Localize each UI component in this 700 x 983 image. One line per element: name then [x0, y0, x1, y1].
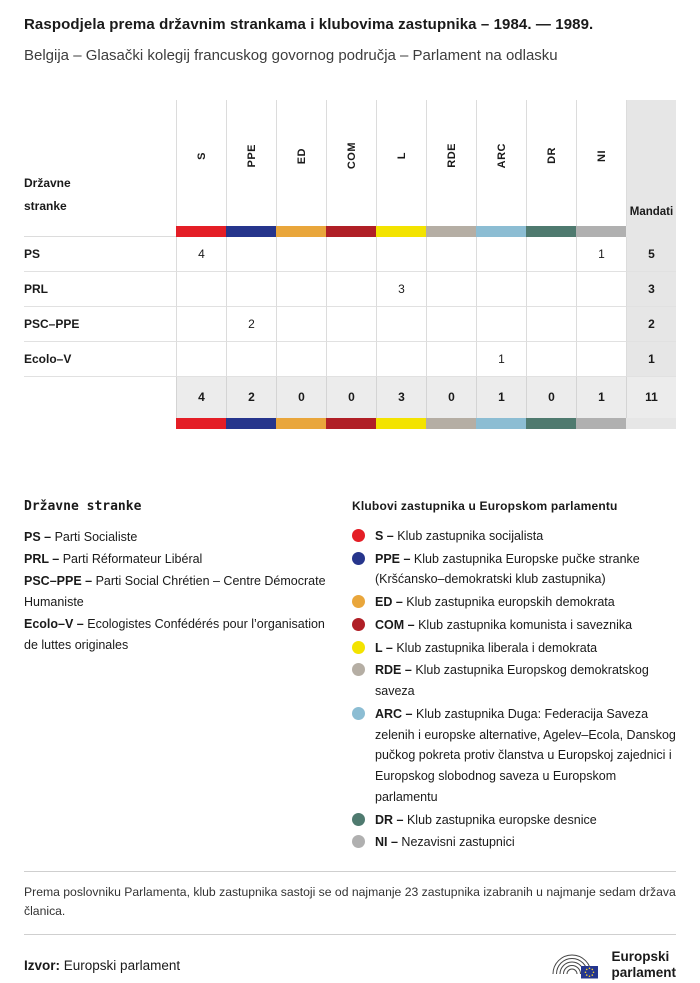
mandati-header-label: Mandati	[629, 205, 674, 218]
color-strip-ppe	[226, 418, 276, 429]
group-color-dot	[352, 641, 365, 654]
color-strip-l	[376, 418, 426, 429]
cell	[326, 342, 376, 377]
cell	[526, 307, 576, 342]
column-header-dr	[526, 100, 576, 226]
column-header-rde	[426, 100, 476, 226]
column-header-label: PPE	[245, 143, 258, 168]
group-name: Klub zastupnika liberala i demokrata	[396, 640, 598, 655]
cell	[576, 307, 626, 342]
group-color-dot	[352, 835, 365, 848]
color-strip-dr	[526, 226, 576, 237]
party-name: Ecologistes Confédérés pour l’organisation de luttes originales	[24, 616, 325, 652]
color-strip-s	[176, 226, 226, 237]
column-header-label: L	[395, 152, 408, 160]
party-name: Parti Socialiste	[54, 529, 138, 544]
page-subtitle: Belgija – Glasački kolegij francuskog govornog područja – Parlament na odlasku	[24, 46, 558, 64]
cell	[326, 307, 376, 342]
cell	[476, 307, 526, 342]
group-name: Klub zastupnika komunista i saveznika	[418, 617, 633, 632]
table-totals-row	[24, 377, 676, 418]
total-cell: 2	[226, 377, 276, 418]
group-abbr: PPE –	[375, 551, 411, 566]
strip-spacer	[24, 418, 176, 429]
color-strip-com	[326, 418, 376, 429]
party-name: Parti Réformateur Libéral	[62, 551, 203, 566]
mandati-cell: 1	[626, 342, 676, 377]
legend-group-text	[375, 704, 676, 808]
legend-groups	[352, 499, 676, 855]
legend-parties-heading: Državne stranke	[24, 498, 142, 514]
column-header-arc	[476, 100, 526, 226]
color-strip-l	[376, 226, 426, 237]
color-strip-rde	[426, 418, 476, 429]
cell	[376, 307, 426, 342]
table-row-ecolo-v	[24, 342, 676, 377]
row-label: Ecolo–V	[24, 342, 176, 377]
group-name: Klub zastupnika socijalista	[397, 528, 544, 543]
group-name: Klub zastupnika Duga: Federacija Saveza zelenih i europske alternative, Agelev–Ecola, Danskog pučkog pokreta protiv članstva u Europskoj zajednici i Europskog slobodnog saveza u Europskom parlamentu	[375, 706, 676, 804]
cell	[576, 272, 626, 307]
legend-group-text	[375, 832, 515, 853]
color-strip-ppe	[226, 226, 276, 237]
column-header-label: ARC	[495, 143, 508, 169]
group-color-dot	[352, 618, 365, 631]
cell	[176, 342, 226, 377]
distribution-table	[24, 100, 676, 429]
row-label: PRL	[24, 272, 176, 307]
legend-party-item	[24, 571, 336, 613]
legend-group-item	[352, 704, 676, 808]
party-abbr: PRL –	[24, 551, 60, 566]
ep-logo-line2: parlament	[611, 964, 676, 980]
color-strip-s	[176, 418, 226, 429]
legend-group-item	[352, 549, 676, 591]
group-abbr: RDE –	[375, 663, 412, 678]
color-strip-com	[326, 226, 376, 237]
cell	[276, 237, 326, 272]
totals-spacer	[24, 377, 176, 418]
cell	[426, 272, 476, 307]
legend-section	[24, 499, 676, 855]
column-header-com	[326, 100, 376, 226]
legend-parties-list	[24, 527, 336, 656]
color-strip-arc	[476, 226, 526, 237]
group-name: Klub zastupnika europskih demokrata	[406, 595, 615, 609]
cell	[176, 307, 226, 342]
legend-group-item	[352, 615, 676, 636]
color-strip-ni	[576, 226, 626, 237]
cell	[576, 342, 626, 377]
column-header-ppe	[226, 100, 276, 226]
cell	[426, 342, 476, 377]
total-cell: 0	[526, 377, 576, 418]
legend-group-text	[375, 810, 597, 831]
cell	[326, 237, 376, 272]
table-header-row	[24, 100, 676, 226]
cell	[276, 307, 326, 342]
legend-groups-list	[352, 526, 676, 853]
group-color-dot	[352, 529, 365, 542]
footer	[24, 935, 676, 983]
legend-group-item	[352, 638, 676, 659]
group-abbr: NI –	[375, 835, 398, 850]
group-color-dot	[352, 813, 365, 826]
cell	[526, 237, 576, 272]
ep-logo-block	[548, 947, 676, 983]
legend-group-item	[352, 592, 676, 613]
color-strip-ed	[276, 226, 326, 237]
group-name: Klub zastupnika Europske pučke stranke (Kršćansko–demokratski klub zastupnika)	[375, 551, 640, 587]
cell	[226, 237, 276, 272]
cell: 3	[376, 272, 426, 307]
legend-group-text	[375, 660, 676, 702]
source-label: Izvor:	[24, 957, 61, 973]
column-header-label: NI	[595, 149, 608, 162]
table-row-prl	[24, 272, 676, 307]
legend-party-item	[24, 614, 336, 656]
legend-parties	[24, 499, 336, 855]
row-group-label	[24, 100, 176, 226]
mandati-header	[626, 100, 676, 226]
source-text: Europski parlament	[63, 957, 181, 973]
group-color-dot	[352, 595, 365, 608]
cell	[476, 237, 526, 272]
mandati-cell: 3	[626, 272, 676, 307]
total-cell: 0	[426, 377, 476, 418]
legend-group-text	[375, 526, 543, 547]
row-label: PSC–PPE	[24, 307, 176, 342]
party-name: Parti Social Chrétien – Centre Démocrate Humaniste	[24, 573, 326, 609]
strip-mandati-spacer	[626, 226, 676, 237]
total-cell: 1	[576, 377, 626, 418]
group-abbr: COM –	[375, 617, 415, 632]
cell: 2	[226, 307, 276, 342]
row-label: PS	[24, 237, 176, 272]
row-group-label-line1: Državne	[24, 176, 71, 191]
cell	[476, 272, 526, 307]
column-header-l	[376, 100, 426, 226]
group-color-dot	[352, 663, 365, 676]
group-abbr: ARC –	[375, 706, 413, 721]
ep-hemicycle-icon	[548, 947, 602, 983]
legend-group-text	[375, 638, 597, 659]
cell	[526, 342, 576, 377]
cell	[376, 237, 426, 272]
column-header-label: DR	[545, 147, 558, 165]
column-header-label: S	[195, 151, 208, 160]
row-group-label-line2: stranke	[24, 198, 67, 213]
cell	[176, 272, 226, 307]
cell: 4	[176, 237, 226, 272]
cell: 1	[576, 237, 626, 272]
strip-spacer	[24, 226, 176, 237]
cell	[226, 342, 276, 377]
group-abbr: L –	[375, 640, 393, 655]
group-color-dot	[352, 552, 365, 565]
color-strip-row-bottom	[24, 418, 676, 429]
column-header-label: COM	[345, 142, 358, 170]
group-color-dot	[352, 707, 365, 720]
cell	[426, 237, 476, 272]
source-line	[24, 958, 180, 983]
cell	[276, 342, 326, 377]
group-name: Nezavisni zastupnici	[401, 835, 515, 850]
column-header-ed	[276, 100, 326, 226]
column-header-label: RDE	[445, 143, 458, 169]
legend-group-item	[352, 660, 676, 702]
mandati-cell: 2	[626, 307, 676, 342]
total-cell: 1	[476, 377, 526, 418]
legend-groups-heading: Klubovi zastupnika u Europskom parlamentu	[352, 498, 618, 513]
table-row-ps	[24, 237, 676, 272]
color-strip-ed	[276, 418, 326, 429]
legend-party-item	[24, 549, 336, 570]
mandati-cell: 5	[626, 237, 676, 272]
legend-group-text	[375, 549, 676, 591]
group-abbr: S –	[375, 528, 394, 543]
legend-group-item	[352, 810, 676, 831]
page-title: Raspodjela prema državnim strankama i klubovima zastupnika – 1984. — 1989.	[24, 16, 594, 33]
legend-group-item	[352, 832, 676, 853]
group-abbr: ED –	[375, 595, 403, 609]
color-strip-dr	[526, 418, 576, 429]
cell	[426, 307, 476, 342]
color-strip-ni	[576, 418, 626, 429]
column-header-label: ED	[295, 147, 308, 164]
group-abbr: DR –	[375, 812, 404, 827]
cell	[276, 272, 326, 307]
group-name: Klub zastupnika Europskog demokratskog saveza	[375, 663, 649, 698]
color-strip-rde	[426, 226, 476, 237]
column-header-s	[176, 100, 226, 226]
group-name: Klub zastupnika europske desnice	[406, 812, 597, 827]
cell: 1	[476, 342, 526, 377]
party-abbr: PSC–PPE –	[24, 573, 93, 588]
cell	[526, 272, 576, 307]
legend-group-item	[352, 526, 676, 547]
column-header-ni	[576, 100, 626, 226]
color-strip-arc	[476, 418, 526, 429]
table-row-psc-ppe	[24, 307, 676, 342]
cell	[376, 342, 426, 377]
total-cell: 4	[176, 377, 226, 418]
total-cell: 3	[376, 377, 426, 418]
party-abbr: Ecolo–V –	[24, 616, 84, 631]
legend-group-text	[375, 592, 615, 613]
ep-logo-line1: Europski	[611, 949, 670, 965]
total-cell: 0	[276, 377, 326, 418]
footnote: Prema poslovniku Parlamenta, klub zastupnika sastoji se od najmanje 23 zastupnika izabranih u najmanje sedam država članica.	[24, 885, 676, 918]
total-mandati-cell: 11	[626, 377, 676, 418]
strip-mandati-spacer	[626, 418, 676, 429]
legend-party-item	[24, 527, 336, 548]
party-abbr: PS –	[24, 529, 52, 544]
legend-group-text	[375, 615, 632, 636]
total-cell: 0	[326, 377, 376, 418]
cell	[326, 272, 376, 307]
color-strip-row-top	[24, 226, 676, 237]
cell	[226, 272, 276, 307]
